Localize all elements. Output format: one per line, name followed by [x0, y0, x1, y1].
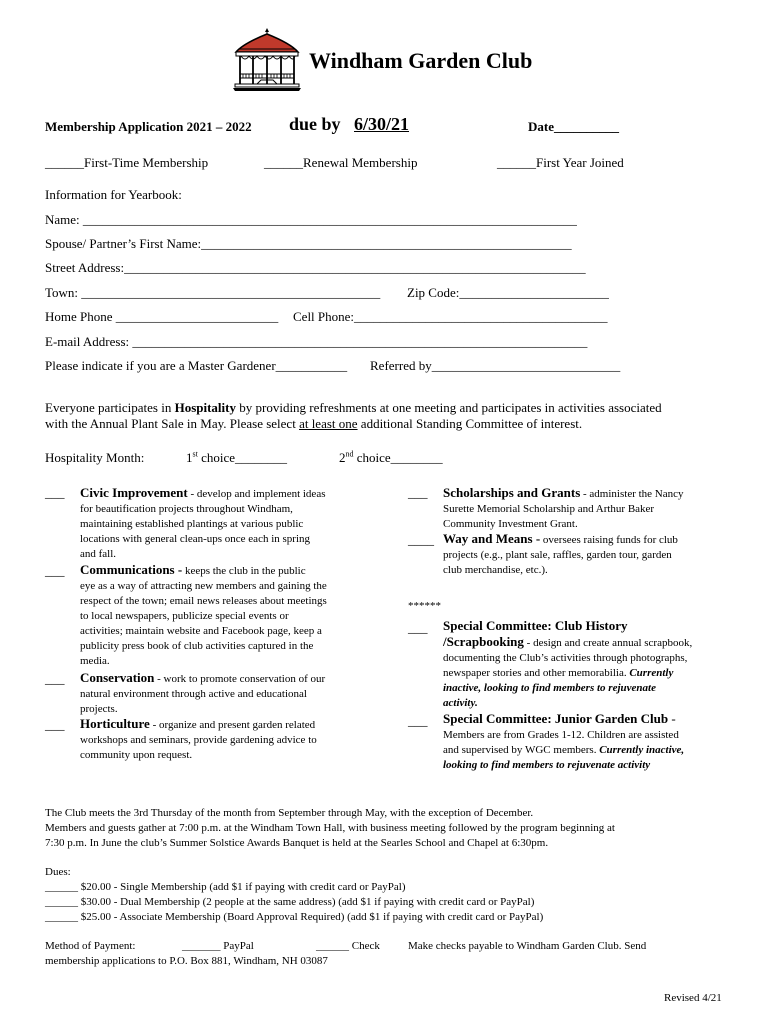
renewal-membership-field[interactable]: ______Renewal Membership: [264, 155, 418, 170]
conservation-checkbox[interactable]: ___: [45, 671, 65, 686]
ways-and-means-checkbox[interactable]: ____: [408, 532, 434, 547]
dues-label: Dues:: [45, 866, 71, 878]
junior-garden-club-title: Special Committee: Junior Garden Club: [443, 711, 669, 726]
second-choice-field[interactable]: 2nd choice________: [339, 449, 443, 465]
cell-phone-field[interactable]: Cell Phone:_______________________________________: [293, 309, 608, 324]
junior-garden-club-section: Special Committee: Junior Garden Club - Members are from Grades 1-12. Children are assisted and supervised by WGC members. Currently inactive, looking to find members to rejuvenate activity: [443, 711, 685, 771]
scholarships-title: Scholarships and Grants: [443, 485, 581, 500]
first-choice-field[interactable]: 1st choice________: [186, 449, 288, 465]
at-least-one-emphasis: at least one: [299, 416, 358, 431]
ways-and-means-section: Way and Means - oversees raising funds for club projects (e.g., plant sale, raffles, garden tour, garden club merchandise, etc.).: [443, 531, 678, 576]
dual-membership-field[interactable]: ______ $30.00 - Dual Membership (2 people at the same address) (add $1 if paying with credit card or PayPal): [45, 896, 535, 908]
horticulture-section: Horticulture - organize and present garden related workshops and seminars, provide gardening advice to community upon request.: [80, 716, 317, 761]
gazebo-logo: [233, 26, 301, 92]
payable-instructions: Make checks payable to Windham Garden Club. Send: [408, 940, 647, 952]
yearbook-heading: Information for Yearbook:: [45, 187, 182, 202]
first-year-joined-field[interactable]: ______First Year Joined: [497, 155, 624, 170]
dues-section: [45, 865, 543, 925]
meetings-info: The Club meets the 3rd Thursday of the month from September through May, with the exception of December. Members and guests gather at 7:00 p.m. at the Windham Town Hall, with business meeting followed by the program beginning at 7:30 p.m. In June the club’s Summer Solstice Awards Banquet is held at the Searles School and Chapel at 6:30pm.: [45, 807, 615, 849]
scholarships-checkbox[interactable]: ___: [408, 485, 428, 500]
communications-title: Communications -: [80, 562, 183, 577]
conservation-section: Conservation - work to promote conservation of our natural environment through active and educational projects.: [80, 670, 326, 715]
conservation-title: Conservation: [80, 670, 155, 685]
paypal-field[interactable]: _______ PayPal: [182, 940, 254, 952]
spouse-name-field[interactable]: Spouse/ Partner’s First Name:_________________________________________________________: [45, 236, 572, 251]
horticulture-title: Horticulture: [80, 716, 150, 731]
special-committees-separator: ******: [408, 600, 441, 612]
club-title: Windham Garden Club: [309, 48, 533, 73]
ways-and-means-title: Way and Means -: [443, 531, 541, 546]
date-field[interactable]: Date__________: [528, 119, 619, 134]
scholarships-section: Scholarships and Grants - administer the Nancy Surette Memorial Scholarship and Arthur Baker Community Investment Grant.: [443, 485, 684, 530]
home-phone-field[interactable]: Home Phone _________________________: [45, 309, 279, 324]
town-field[interactable]: Town: ______________________________________________: [45, 285, 381, 300]
first-time-membership-field[interactable]: ______First-Time Membership: [45, 155, 209, 170]
due-label: due by: [289, 114, 341, 134]
club-history-checkbox[interactable]: ___: [408, 620, 428, 635]
referred-by-field[interactable]: Referred by_____________________________: [370, 358, 621, 373]
hospitality-month-label: Hospitality Month:: [45, 450, 145, 465]
civic-improvement-title: Civic Improvement: [80, 485, 188, 500]
application-label: Membership Application 2021 – 2022: [45, 119, 252, 134]
master-gardener-field[interactable]: Please indicate if you are a Master Gardener___________: [45, 358, 348, 373]
communications-section: Communications - keeps the club in the public eye as a way of attracting new members and gaining the respect of the town; email news releases about meetings to local newspapers, publicize special events or activities; maintain website and Facebook page, keep a publicity press book of club activities captured in the media.: [80, 562, 327, 667]
name-field[interactable]: Name: ____________________________________________________________________________: [45, 212, 577, 227]
revision-label: Revised 4/21: [664, 992, 722, 1004]
club-history-title: Special Committee: Club History: [443, 618, 628, 633]
due-date: 6/30/21: [354, 114, 410, 134]
street-address-field[interactable]: Street Address:_______________________________________________________________________: [45, 260, 586, 275]
junior-garden-club-checkbox[interactable]: ___: [408, 713, 428, 728]
horticulture-checkbox[interactable]: ___: [45, 717, 65, 732]
payment-method-label: Method of Payment:: [45, 940, 136, 952]
mailing-address: membership applications to P.O. Box 881, Windham, NH 03087: [45, 955, 328, 967]
civic-improvement-section: Civic Improvement - develop and implement ideas for beautification projects throughout Windham, maintaining established plantings at various public locations with general clean-ups once each in spring and fall.: [80, 485, 326, 560]
single-membership-field[interactable]: ______ $20.00 - Single Membership (add $1 if paying with credit card or PayPal): [45, 881, 406, 893]
email-field[interactable]: E-mail Address: ______________________________________________________________________: [45, 334, 588, 349]
club-history-section: Special Committee: Club History /Scrapbooking - design and create annual scrapbook, documenting the Club’s activities through photographs, newspaper stories and other memorabilia. Currently inactive, looking to find members to rejuvenate activity.: [443, 617, 743, 711]
check-field[interactable]: ______ Check: [316, 940, 380, 952]
associate-membership-field[interactable]: ______ $25.00 - Associate Membership (Board Approval Required) (add $1 if paying with credit card or PayPal): [45, 911, 544, 923]
zip-code-field[interactable]: Zip Code:_______________________: [407, 285, 609, 300]
civic-improvement-checkbox[interactable]: ___: [45, 485, 65, 500]
communications-checkbox[interactable]: ___: [45, 563, 65, 578]
hospitality-emphasis: Hospitality: [174, 400, 236, 415]
participation-line-1: Everyone participates in Hospitality by providing refreshments at one meeting and participates in activities associated: [45, 400, 662, 415]
participation-line-2: with the Annual Plant Sale in May. Please select at least one additional Standing Committee of interest.: [45, 416, 583, 431]
